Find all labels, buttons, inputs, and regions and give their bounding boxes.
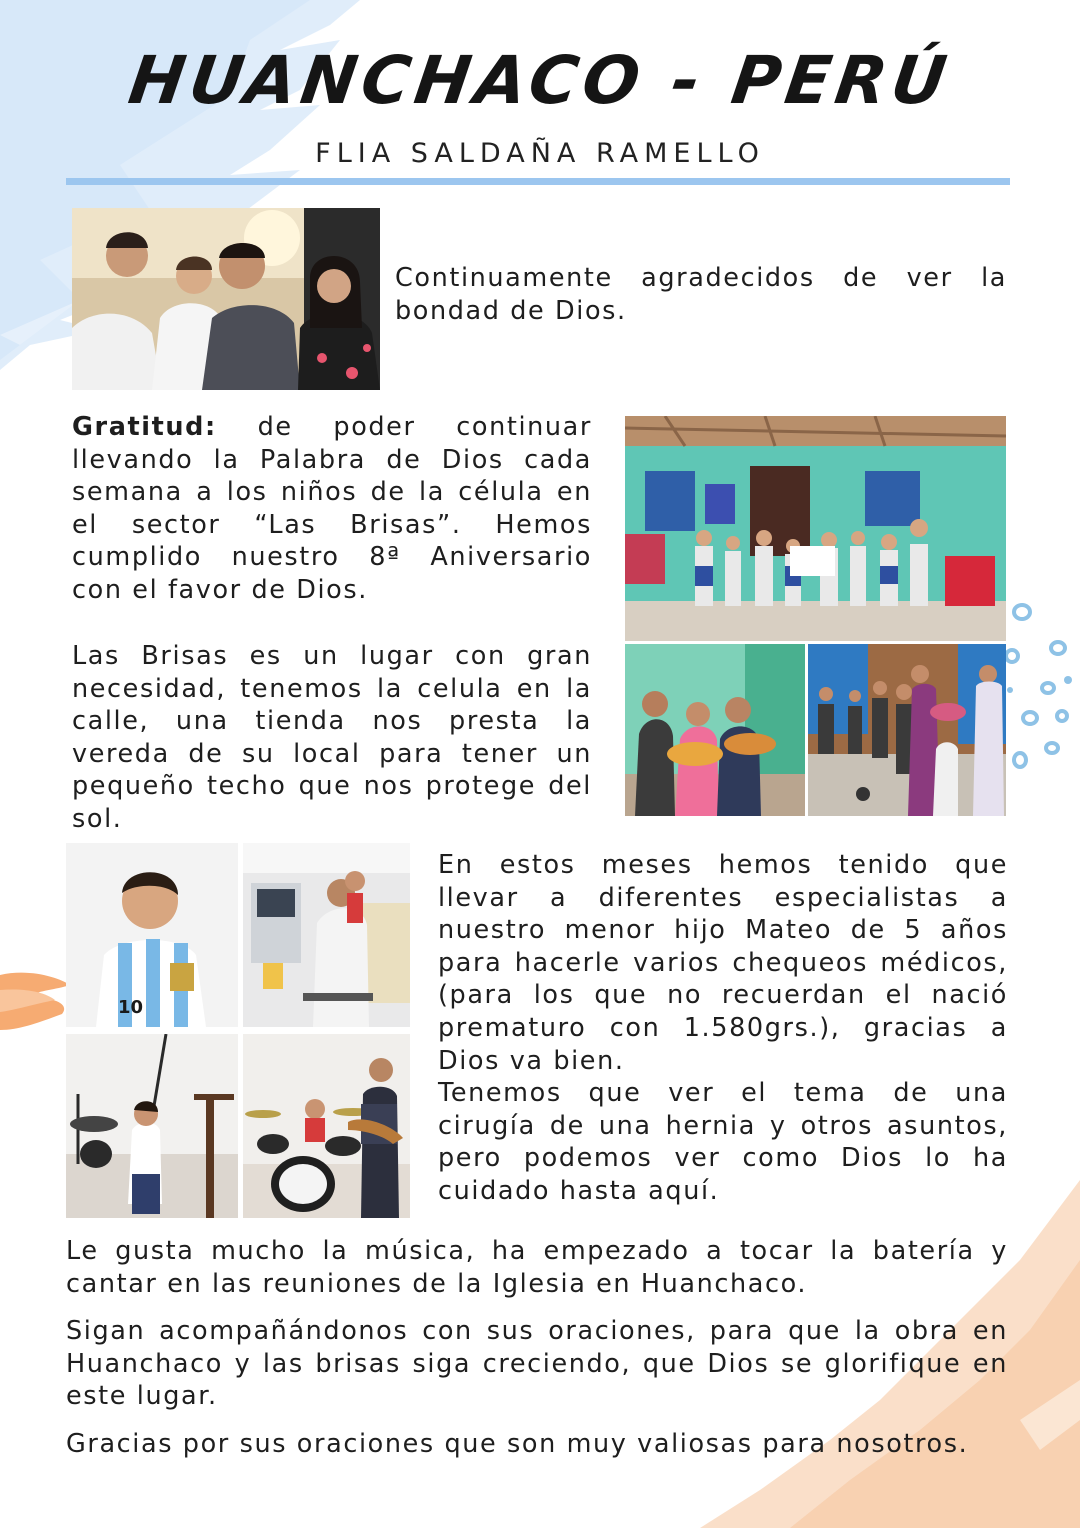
mateo-text [438, 849, 1008, 1208]
mateo-drums-photo [243, 1034, 410, 1218]
cell-group-photo [625, 416, 1006, 641]
children-baskets-photo [625, 644, 805, 816]
gratitude-text: de poder continuar llevando la Palabra de Dios cada semana a los niños de la célula en el sector “Las Brisas”. Hemos cumplido nuestro 8ª Aniversario con el favor de Dios. [72, 412, 592, 605]
svg-text:10: 10 [118, 997, 144, 1018]
mateo-argentina-shirt-photo [66, 843, 238, 1027]
page-subtitle: FLIA SALDAÑA RAMELLO [315, 138, 765, 169]
thanks-paragraph: Gracias por sus oraciones que son muy valiosas para nosotros. [66, 1428, 969, 1459]
music-paragraph: Le gusta mucho la música, ha empezado a tocar la batería y cantar en las reuniones de la Iglesia en Huanchaco. [66, 1236, 1008, 1299]
gratitude-label: Gratitud: [72, 412, 217, 442]
title-divider [66, 178, 1010, 185]
gratitude-paragraph [72, 411, 592, 607]
medical-checkup-photo [243, 843, 410, 1027]
children-street-photo [808, 644, 1006, 816]
family-photo [72, 208, 380, 390]
prayers-paragraph: Sigan acompañándonos con sus oraciones, para que la obra en Huanchaco y las brisas siga creciendo, que Dios se glorifique en este lugar. [66, 1316, 1008, 1412]
page-title: HUANCHACO - PERÚ [124, 42, 956, 119]
intro-text: Continuamente agradecidos de ver la bondad de Dios. [395, 263, 1007, 326]
mateo-singing-photo [66, 1034, 238, 1218]
mateo-paragraph-1: En estos meses hemos tenido que llevar a diferentes especialistas a nuestro menor hijo Mateo de 5 años para hacerle varios chequeos médicos, (para los que no recuerdan el nació prematuro con 1.580grs.), gracias a Dios va bien. [438, 850, 1008, 1076]
mateo-paragraph-2: Tenemos que ver el tema de una cirugía de una hernia y otros asuntos, pero podemos ver como Dios lo ha cuidado hasta aquí. [438, 1078, 1008, 1206]
closing-text [66, 1235, 1008, 1461]
las-brisas-paragraph: Las Brisas es un lugar con gran necesidad, tenemos la celula en la calle, una tienda nos presta la vereda de su local para tener un pequeño techo que nos protege del sol. [72, 641, 592, 834]
